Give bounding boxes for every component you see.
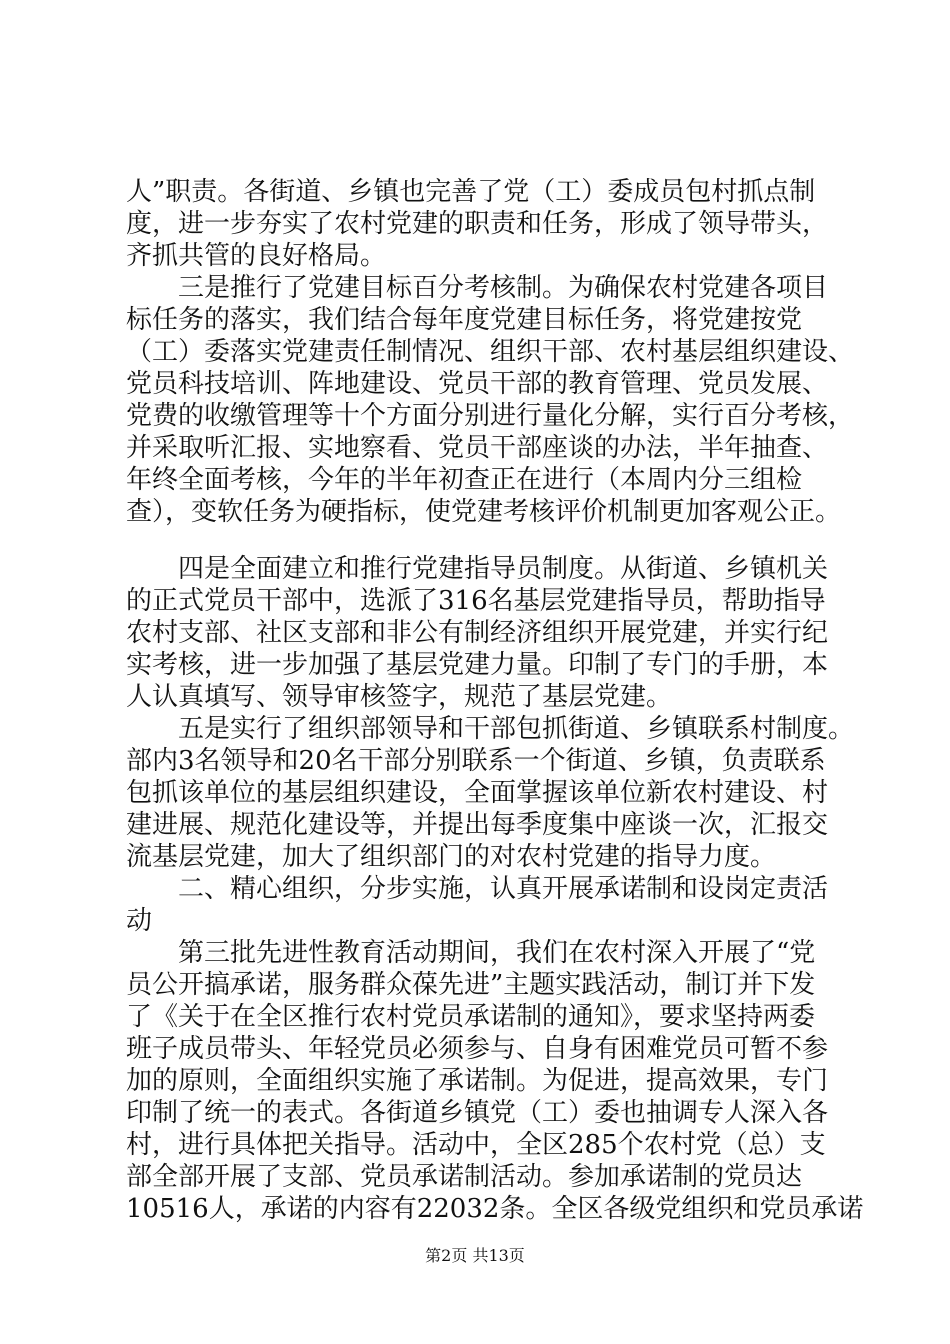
text-line: 党费的收缴管理等十个方面分别进行量化分解，实行百分考核，	[126, 401, 855, 431]
text-line: 加的原则，全面组织实施了承诺制。为促进，提高效果，专门	[126, 1066, 829, 1096]
text-line: 农村支部、社区支部和非公有制经济组织开展党建，并实行纪	[126, 618, 829, 648]
paragraph-start-line: 三是推行了党建目标百分考核制。为确保农村党建各项目	[178, 273, 829, 303]
text-line: 人认真填写、领导审核签字，规范了基层党建。	[126, 682, 673, 712]
text-line: （工）委落实党建责任制情况、组织干部、农村基层组织建设、	[126, 337, 855, 367]
text-line: 度，进一步夯实了农村党建的职责和任务，形成了领导带头，	[126, 209, 829, 239]
text-line: 部全部开展了支部、党员承诺制活动。参加承诺制的党员达	[126, 1162, 803, 1192]
page-number-footer: 第2页 共13页	[425, 1246, 525, 1265]
text-line: 年终全面考核，今年的半年初查正在进行（本周内分三组检	[126, 465, 803, 495]
text-line: 了《关于在全区推行农村党员承诺制的通知》，要求坚持两委	[126, 1002, 816, 1032]
text-line: 人”职责。各街道、乡镇也完善了党（工）委成员包村抓点制	[126, 177, 816, 207]
text-line: 查），变软任务为硬指标，使党建考核评价机制更加客观公正。	[126, 497, 842, 527]
paragraph-start-line: 四是全面建立和推行党建指导员制度。从街道、乡镇机关	[178, 554, 829, 584]
text-line: 10516人，承诺的内容有22032条。全区各级党组织和党员承诺	[126, 1194, 864, 1224]
text-line: 标任务的落实，我们结合每年度党建目标任务，将党建按党	[126, 305, 803, 335]
section-heading-line: 二、精心组织，分步实施，认真开展承诺制和设岗定责活	[178, 874, 829, 904]
section-heading-line: 动	[126, 906, 153, 936]
text-line: 班子成员带头、年轻党员必须参与、自身有困难党员可暂不参	[126, 1034, 829, 1064]
paragraph-start-line: 五是实行了组织部领导和干部包抓街道、乡镇联系村制度。	[178, 714, 855, 744]
text-line: 印制了统一的表式。各街道乡镇党（工）委也抽调专人深入各	[126, 1098, 829, 1128]
text-line: 并采取听汇报、实地察看、党员干部座谈的办法，半年抽查、	[126, 433, 829, 463]
text-line: 员公开搞承诺，服务群众葆先进”主题实践活动，制订并下发	[126, 970, 816, 1000]
text-line: 建进展、规范化建设等，并提出每季度集中座谈一次，汇报交	[126, 810, 829, 840]
text-line: 齐抓共管的良好格局。	[126, 241, 387, 271]
text-line: 党员科技培训、阵地建设、党员干部的教育管理、党员发展、	[126, 369, 829, 399]
text-line: 的正式党员干部中，选派了316名基层党建指导员，帮助指导	[126, 586, 826, 616]
paragraph-start-line: 第三批先进性教育活动期间，我们在农村深入开展了“党	[178, 938, 816, 968]
text-line: 村，进行具体把关指导。活动中，全区285个农村党（总）支	[126, 1130, 826, 1160]
text-line: 实考核，进一步加强了基层党建力量。印制了专门的手册，本	[126, 650, 829, 680]
text-line: 部内3名领导和20名干部分别联系一个街道、乡镇，负责联系	[126, 746, 826, 776]
text-line: 流基层党建，加大了组织部门的对农村党建的指导力度。	[126, 842, 777, 872]
text-line: 包抓该单位的基层组织建设，全面掌握该单位新农村建设、村	[126, 778, 829, 808]
